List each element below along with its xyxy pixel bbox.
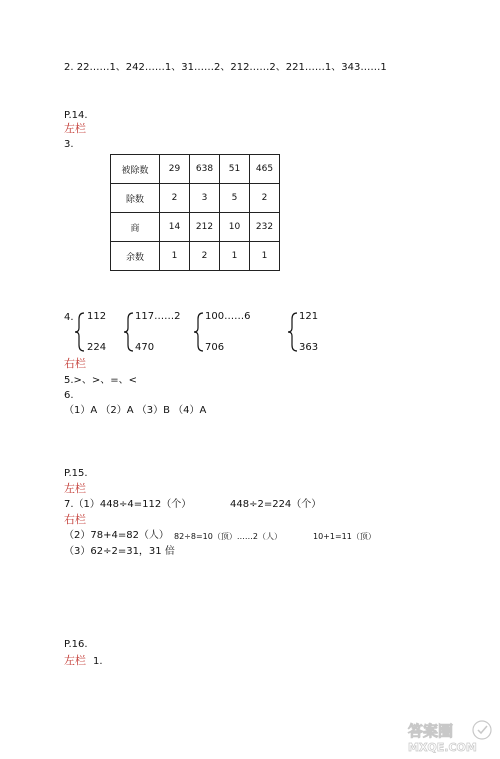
table-cell: 2 — [250, 184, 280, 213]
table-row — [111, 184, 280, 213]
question-7-part-2-b: 82÷8=10（顶）……2（人） — [174, 532, 282, 541]
q4-answer-1-top: 112 — [87, 311, 107, 322]
table-cell: 1 — [220, 242, 250, 271]
table-cell: 14 — [160, 213, 190, 242]
question-6-answers: （1）A （2）A （3）B （4）A — [64, 405, 207, 416]
table-cell: 465 — [250, 155, 280, 184]
right-column-label: 右栏 — [64, 513, 86, 526]
brace-icon — [193, 312, 205, 352]
table-row — [111, 155, 280, 184]
left-column-label: 左栏 — [64, 482, 86, 495]
answer-line-2: 2. 22……1、242……1、31……2、212……2、221……1、343……1 — [64, 62, 387, 73]
brace-icon — [74, 312, 86, 352]
question-1-label: 1. — [93, 656, 103, 667]
question-7-part-2-c: 10+1=11（顶） — [313, 532, 376, 541]
question-4-label: 4. — [64, 312, 74, 323]
division-table — [110, 154, 280, 271]
question-7-part-1: 7.（1）448÷4=112（个） — [64, 499, 192, 510]
q4-answer-4-bottom: 363 — [299, 342, 319, 353]
question-7-part-2: （2）78+4=82（人） — [64, 530, 169, 541]
svg-text:MXQE.COM: MXQE.COM — [408, 741, 477, 754]
table-cell: 被除数 — [111, 155, 160, 184]
right-column-label: 右栏 — [64, 357, 86, 370]
question-3-label: 3. — [64, 139, 74, 150]
table-cell: 29 — [160, 155, 190, 184]
table-row — [111, 242, 280, 271]
table-cell: 除数 — [111, 184, 160, 213]
table-cell: 3 — [190, 184, 220, 213]
table-cell: 1 — [250, 242, 280, 271]
q4-answer-3-top: 100……6 — [205, 311, 251, 322]
table-cell: 余数 — [111, 242, 160, 271]
table-cell: 1 — [160, 242, 190, 271]
left-column-label: 左栏 — [64, 122, 86, 135]
table-row — [111, 213, 280, 242]
table-cell: 232 — [250, 213, 280, 242]
table-cell: 51 — [220, 155, 250, 184]
svg-text:答案圈: 答案圈 — [408, 722, 454, 740]
page-heading-p15: P.15. — [64, 468, 88, 479]
table-cell: 212 — [190, 213, 220, 242]
watermark-logo — [402, 719, 494, 755]
table-cell: 商 — [111, 213, 160, 242]
brace-icon — [287, 312, 299, 352]
table-cell: 10 — [220, 213, 250, 242]
question-7-part-1-b: 448÷2=224（个） — [230, 499, 322, 510]
table-cell: 2 — [190, 242, 220, 271]
left-column-label: 左栏 — [64, 654, 86, 667]
q4-answer-1-bottom: 224 — [87, 342, 107, 353]
table-cell: 638 — [190, 155, 220, 184]
q4-answer-2-bottom: 470 — [135, 342, 155, 353]
q4-answer-2-top: 117……2 — [135, 311, 181, 322]
table-cell: 2 — [160, 184, 190, 213]
page-heading-p14: P.14. — [64, 110, 88, 121]
table-cell: 5 — [220, 184, 250, 213]
question-7-part-3: （3）62÷2=31，31 倍 — [64, 546, 175, 557]
q4-answer-3-bottom: 706 — [205, 342, 225, 353]
brace-icon — [123, 312, 135, 352]
question-6-label: 6. — [64, 390, 74, 401]
question-5-answer: 5.>、>、=、< — [64, 375, 138, 386]
q4-answer-4-top: 121 — [299, 311, 319, 322]
page-heading-p16: P.16. — [64, 639, 88, 650]
